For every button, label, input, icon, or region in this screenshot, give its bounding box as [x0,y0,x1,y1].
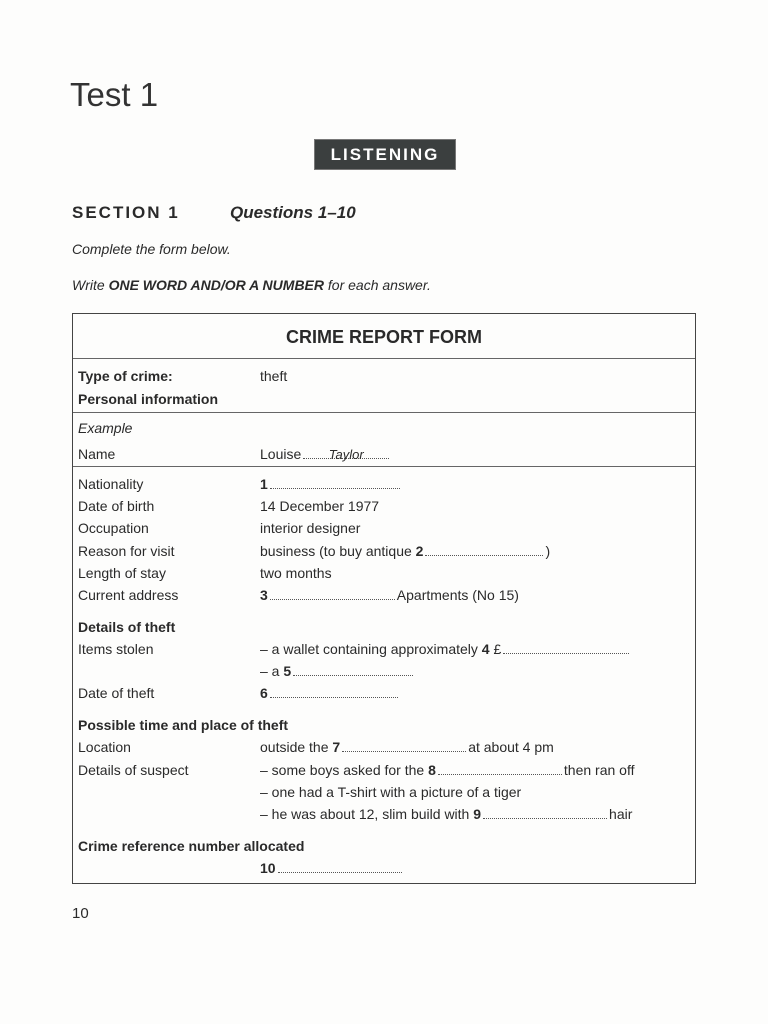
dob-value: 14 December 1977 [260,498,380,514]
reason-label: Reason for visit [78,543,175,559]
q9: – he was about 12, slim build with 9 hair [260,806,633,822]
page-title: Test 1 [70,76,159,113]
form-title: CRIME REPORT FORM [286,327,482,347]
suspect-label: Details of suspect [78,762,189,778]
name-label: Name [78,446,116,462]
name-value: Louise Taylor [260,445,391,463]
answer-3-blank[interactable] [270,586,395,600]
answer-9-blank[interactable] [483,805,607,819]
date-label: Date of theft [78,685,155,701]
q5: – a 5 [260,662,415,680]
location-label: Location [78,739,131,755]
example-answer: Taylor [303,445,389,459]
suspect-detail-2: – one had a T-shirt with a picture of a tiger [260,784,522,800]
listening-badge: LISTENING [314,139,456,170]
answer-1-blank[interactable] [270,475,400,489]
details-heading: Details of theft [78,619,176,635]
type-value: theft [260,368,288,384]
type-label: Type of crime: [78,368,173,384]
q10: 10 [260,859,404,877]
q4: – a wallet containing approximately 4 £ [260,640,631,658]
answer-2-blank[interactable] [425,542,543,556]
q8: – some boys asked for the 8 then ran off [260,762,635,778]
answer-5-blank[interactable] [293,662,413,676]
answer-4-blank[interactable] [503,640,629,654]
q6: 6 [260,684,400,702]
answer-6-blank[interactable] [270,684,398,698]
example-label: Example [78,420,133,436]
dob-label: Date of birth [78,498,155,514]
possible-heading: Possible time and place of theft [78,717,289,733]
stay-value: two months [260,565,332,581]
answer-10-blank[interactable] [278,859,402,873]
section-heading: SECTION 1 [72,203,180,222]
personal-heading: Personal information [78,391,219,407]
crime-ref-heading: Crime reference number allocated [78,838,305,854]
divider [73,358,695,359]
occupation-value: interior designer [260,520,361,536]
divider [73,412,695,413]
answer-8-blank[interactable] [438,761,562,775]
instruction-1: Complete the form below. [72,241,231,257]
q3: 3 Apartments (No 15) [260,587,519,603]
q1: 1 [260,475,402,493]
address-label: Current address [78,587,179,603]
q2: business (to buy antique 2 ) [260,543,551,559]
q7: outside the 7 at about 4 pm [260,739,554,755]
page-number: 10 [72,905,89,922]
instruction-2: Write ONE WORD AND/OR A NUMBER for each answer. [72,277,431,293]
stay-label: Length of stay [78,565,166,581]
divider [73,466,695,467]
items-label: Items stolen [78,641,154,657]
answer-7-blank[interactable] [342,738,466,752]
questions-range: Questions 1–10 [230,203,356,222]
nationality-label: Nationality [78,476,144,492]
occupation-label: Occupation [78,520,149,536]
